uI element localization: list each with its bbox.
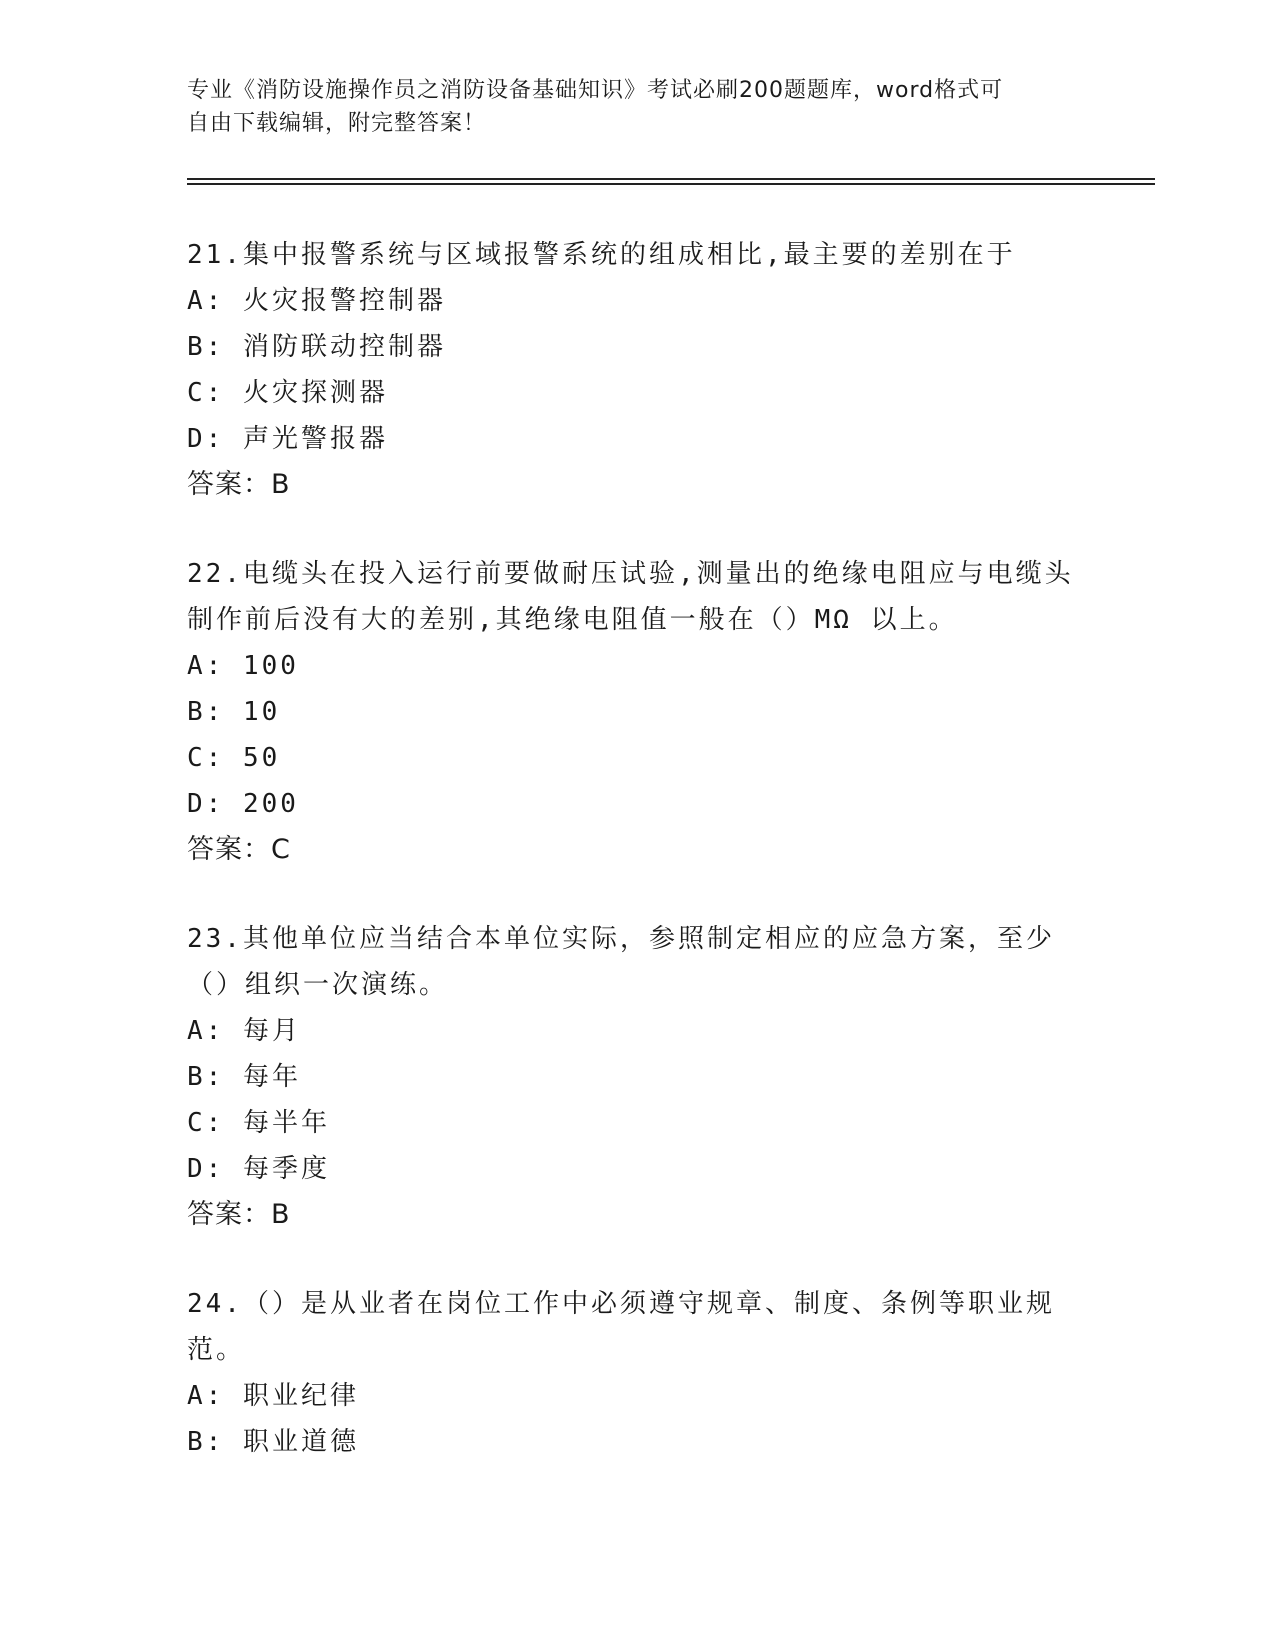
answer: 答案：B [187, 469, 291, 500]
question-list [187, 232, 1087, 1508]
header-divider-bottom [187, 183, 1155, 185]
option-a [187, 278, 1087, 324]
option-label: D: [187, 424, 225, 454]
header-divider-top [187, 178, 1155, 180]
option-d [187, 1146, 1087, 1192]
option-b [187, 1054, 1087, 1100]
question-21 [187, 232, 1087, 508]
option-label: C: [187, 1108, 225, 1138]
document-header [187, 74, 1087, 140]
question-text: 21.集中报警系统与区域报警系统的组成相比,最主要的差别在于 [187, 240, 1016, 270]
question-22 [187, 551, 1087, 873]
option-text: 每半年 [242, 1108, 330, 1138]
option-d [187, 416, 1087, 462]
option-text: 200 [242, 789, 299, 819]
option-a [187, 1373, 1087, 1419]
option-c [187, 1100, 1087, 1146]
option-b [187, 324, 1087, 370]
option-text: 100 [242, 651, 299, 681]
question-23 [187, 916, 1087, 1238]
option-label: C: [187, 378, 225, 408]
answer: 答案：C [187, 834, 291, 865]
option-label: D: [187, 789, 225, 819]
header-line-1: 专业《消防设施操作员之消防设备基础知识》考试必刷200题题库，word格式可 [187, 78, 1004, 103]
question-24 [187, 1281, 1087, 1465]
option-c [187, 735, 1087, 781]
option-text: 职业道德 [242, 1427, 359, 1457]
option-a [187, 1008, 1087, 1054]
option-text: 10 [242, 697, 281, 727]
option-b [187, 689, 1087, 735]
option-a [187, 643, 1087, 689]
option-label: B: [187, 332, 225, 362]
question-text: 23.其他单位应当结合本单位实际，参照制定相应的应急方案，至少（）组织一次演练。 [187, 924, 1055, 1000]
question-text: 22.电缆头在投入运行前要做耐压试验,测量出的绝缘电阻应与电缆头制作前后没有大的差别,其绝缘电阻值一般在（）MΩ 以上。 [187, 559, 1074, 635]
option-text: 50 [242, 743, 281, 773]
answer: 答案：B [187, 1199, 291, 1230]
option-text: 每季度 [242, 1154, 330, 1184]
option-d [187, 781, 1087, 827]
option-text: 职业纪律 [242, 1381, 359, 1411]
option-label: B: [187, 697, 225, 727]
option-text: 消防联动控制器 [242, 332, 446, 362]
option-text: 火灾报警控制器 [242, 286, 446, 316]
option-text: 声光警报器 [242, 424, 388, 454]
option-text: 每月 [242, 1016, 301, 1046]
option-label: A: [187, 1016, 225, 1046]
option-b [187, 1419, 1087, 1465]
header-line-2: 自由下载编辑，附完整答案！ [187, 111, 487, 136]
option-label: A: [187, 286, 225, 316]
option-label: B: [187, 1062, 225, 1092]
option-text: 每年 [242, 1062, 301, 1092]
option-label: C: [187, 743, 225, 773]
option-label: A: [187, 1381, 225, 1411]
option-c [187, 370, 1087, 416]
option-text: 火灾探测器 [242, 378, 388, 408]
question-text: 24.（）是从业者在岗位工作中必须遵守规章、制度、条例等职业规范。 [187, 1289, 1055, 1365]
option-label: A: [187, 651, 225, 681]
option-label: B: [187, 1427, 225, 1457]
option-label: D: [187, 1154, 225, 1184]
